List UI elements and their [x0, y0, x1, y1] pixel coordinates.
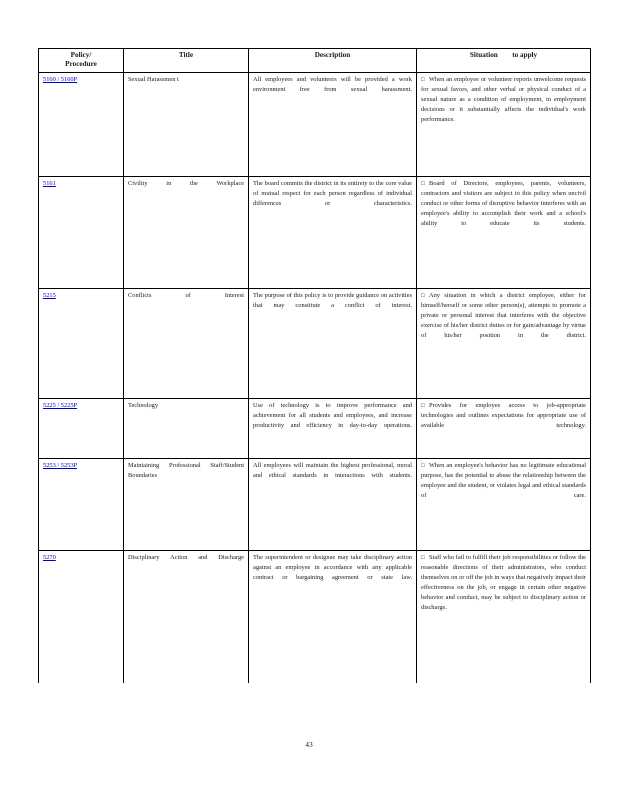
- policy-link[interactable]: 5160 / 5160P: [43, 76, 78, 83]
- situation-cell: [417, 551, 591, 683]
- title-text: Maintaining Professional Staff/Student Boundaries: [128, 462, 244, 479]
- description-cell: [249, 551, 417, 683]
- checkbox-bullet-icon: □: [421, 77, 425, 83]
- table-row: [39, 73, 591, 177]
- checkbox-bullet-icon: □: [421, 555, 425, 561]
- situation-body: Board of Directors, employees, parents, volunteers, contractors and visitors are subject to this policy when uncivil conduct or other forms of disruptive behavior interferes with an employee's ability to accomplish their work and a school's ability to educate its students.: [421, 180, 586, 228]
- situation-cell: [417, 459, 591, 551]
- situation-text: [417, 551, 590, 616]
- policy-link[interactable]: 5215: [43, 292, 56, 299]
- description-cell: [249, 289, 417, 399]
- situation-text: [417, 177, 590, 232]
- situation-body: Staff who fail to fulfill their job responsibilities or follow the reasonable directions of their administrators, who conduct themselves on or off the job in ways that negatively impact their effectiveness on the job, or engage in certain other negative behavior and conduct, may be subject to disciplinary action or discharge.: [421, 554, 586, 611]
- description-text: Use of technology is to improve performance and achievement for all students and employees, and increase productivity and efficiency in day-to-day operations.: [253, 402, 412, 429]
- checkbox-bullet-icon: □: [421, 181, 425, 187]
- policy-cell: [39, 399, 124, 459]
- policy-table: [38, 48, 591, 683]
- policy-cell: [39, 177, 124, 289]
- situation-cell: [417, 177, 591, 289]
- checkbox-bullet-icon: □: [421, 463, 425, 469]
- policy-link[interactable]: 5253 / 5253P: [43, 462, 78, 469]
- title-cell: [124, 459, 249, 551]
- title-text: Disciplinary Action and Discharge: [128, 554, 244, 561]
- header-title: Title: [124, 49, 249, 73]
- situation-body: When an employee or volunteer reports unwelcome requests for sexual favors, and other verbal or physical conduct of a sexual nature as a condition of employment, in employment decisions or it substantially affects the individual's work performance.: [421, 76, 586, 124]
- situation-body: Any situation in which a district employee, either for himself/herself or some other person(s), attempts to promote a private or personal interest that interferes with the objective exercise of his/her district duties or for gain/advantage by virtue of his/her position in the district.: [421, 292, 586, 340]
- header-policy-procedure: [39, 49, 124, 73]
- table-row: [39, 289, 591, 399]
- situation-cell: [417, 399, 591, 459]
- policy-cell: [39, 73, 124, 177]
- checkbox-bullet-icon: □: [421, 403, 425, 409]
- situation-cell: [417, 289, 591, 399]
- title-cell: [124, 551, 249, 683]
- description-text: The purpose of this policy is to provide guidance on activities that may constitute a conflict of interest.: [253, 292, 412, 309]
- table-row: [39, 177, 591, 289]
- table-header-row: [39, 49, 591, 73]
- header-situation: [417, 49, 591, 73]
- situation-text: [417, 73, 590, 128]
- title-text: Civility in the Workplace: [128, 180, 244, 187]
- title-cell: [124, 289, 249, 399]
- title-text: Conflicts of Interest: [128, 292, 244, 299]
- description-cell: [249, 73, 417, 177]
- policy-link[interactable]: 5270: [43, 554, 56, 561]
- header-to-apply-word: to apply: [512, 51, 538, 59]
- title-text: Sexual Harassmen t: [128, 76, 179, 83]
- policy-cell: [39, 459, 124, 551]
- situation-text: [417, 399, 590, 434]
- header-procedure-line: Procedure: [65, 60, 97, 68]
- table-row: [39, 459, 591, 551]
- situation-cell: [417, 73, 591, 177]
- situation-text: [417, 459, 590, 504]
- description-text: All employees will maintain the highest professional, moral and ethical standards in interactions with students.: [253, 462, 412, 479]
- description-cell: [249, 399, 417, 459]
- policy-table-page: [38, 48, 590, 683]
- description-cell: [249, 459, 417, 551]
- table-row: [39, 551, 591, 683]
- header-policy-line: Policy/: [70, 51, 92, 59]
- title-text: Technology: [128, 402, 159, 409]
- header-situation-word: Situation: [469, 51, 498, 59]
- title-cell: [124, 177, 249, 289]
- header-description: Description: [249, 49, 417, 73]
- description-cell: [249, 177, 417, 289]
- title-cell: [124, 73, 249, 177]
- page-number: 43: [305, 740, 313, 749]
- policy-link[interactable]: 5161: [43, 180, 56, 187]
- checkbox-bullet-icon: □: [421, 293, 425, 299]
- situation-body: Provides for employee access to job-appropriate technologies and outlines expectations for appropriate use of available technology.: [421, 402, 586, 430]
- situation-body: When an employee's behavior has no legitimate educational purpose, has the potential to abuse the relationship between the employee and the student, or violates legal and ethical standards of care.: [421, 462, 586, 500]
- policy-link[interactable]: 5225 / 5225P: [43, 402, 78, 409]
- description-text: The board commits the district in its entirety to the core value of mutual respect for each person regardless of individual differences or characteristics.: [253, 180, 412, 207]
- table-row: [39, 399, 591, 459]
- situation-text: [417, 289, 590, 344]
- policy-cell: [39, 551, 124, 683]
- title-cell: [124, 399, 249, 459]
- policy-cell: [39, 289, 124, 399]
- description-text: The superintendent or designee may take disciplinary action against an employee in accordance with any applicable contract or bargaining agreement or state law.: [253, 554, 412, 581]
- description-text: All employees and volunteers will be provided a work environment free from sexual harassment.: [253, 76, 412, 93]
